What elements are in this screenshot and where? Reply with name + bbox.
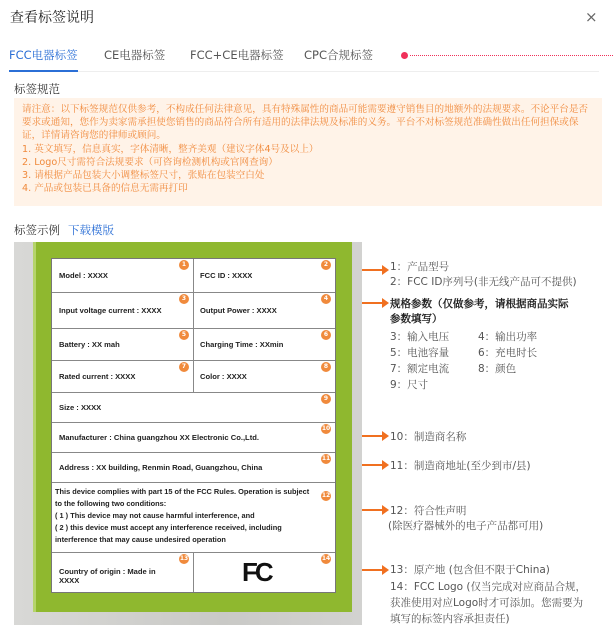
spec-heading: 标签规范 [14, 82, 60, 96]
notice-text: 请注意：以下标签规范仅供参考，不构成任何法律意见，具有特殊属性的商品可能需要遵守销售目的地额外的法规要求。不论平台是否要求或通知，您作为卖家需承担使您销售的商品符合所有适用的法律法规及标准的义务。平台不对标签规范准确性做出任何担保或保证，详情请咨询您的律师或顾问。 [22, 104, 589, 142]
divider [193, 259, 194, 393]
cell-battery: Battery : XX mah [52, 329, 193, 361]
legend-5: 5：电池容量 [390, 347, 450, 359]
example-title: 标签示例 [14, 223, 60, 237]
marker-4: 4 [321, 294, 331, 304]
marker-3: 3 [179, 294, 189, 304]
statement-line: This device complies with part 15 of the FCC Rules. Operation is subject to the following two conditions: [55, 487, 310, 508]
legend-12: 12：符合性声明 [390, 505, 467, 517]
legend-8: 8：颜色 [478, 363, 517, 375]
cell-origin: Country of origin : Made in XXXX [59, 567, 156, 585]
marker-8: 8 [321, 362, 331, 372]
marker-1: 1 [179, 260, 189, 270]
arrow-icon [362, 464, 385, 466]
tab-fcc-ce[interactable]: FCC+CE电器标签 [190, 48, 284, 62]
marker-6: 6 [321, 330, 331, 340]
legend-2: 2：FCC ID序列号(非无线产品可不提供) [390, 276, 577, 288]
cell-output: Output Power : XXXX [193, 293, 335, 329]
cell-address: Address : XX building, Renmin Road, Guangzhou, China [52, 453, 335, 483]
marker-9: 9 [321, 394, 331, 404]
notice-box [14, 98, 602, 206]
notice-item: 1. 英文填写，信息真实，字体清晰，整齐美观（建议字体4号及以上） [22, 143, 319, 155]
legend-12b: (除医疗器械外的电子产品都可用) [388, 520, 544, 532]
marker-14: 14 [321, 555, 331, 562]
notice-item: 2. Logo尺寸需符合法规要求（可咨询检测机构或官网查询） [22, 156, 278, 168]
cell-manufacturer: Manufacturer : China guangzhou XX Electronic Co.,Ltd. [52, 423, 335, 453]
marker-2: 2 [321, 260, 331, 270]
arrow-icon [362, 509, 385, 511]
statement-line: ( 1 ) This device may not cause harmful interference, and [55, 511, 255, 520]
cell-charging: Charging Time : XXmin [193, 329, 335, 361]
legend-4: 4：输出功率 [478, 331, 538, 343]
legend-9: 9：尺寸 [390, 379, 429, 391]
marker-5: 5 [179, 330, 189, 340]
dialog-title: 查看标签说明 [10, 10, 94, 26]
divider [193, 553, 194, 592]
cell-model: Model : XXXX [52, 259, 193, 293]
legend-10: 10：制造商名称 [390, 431, 467, 443]
tab-fcc[interactable]: FCC电器标签 [9, 47, 78, 72]
legend-13: 13：原产地 (包含但不限于China) [390, 564, 550, 576]
legend-3: 3：输入电压 [390, 331, 450, 343]
legend-6: 6：充电时长 [478, 347, 538, 359]
marker-10: 10 [321, 425, 331, 432]
cell-statement [52, 483, 335, 553]
legend-1: 1：产品型号 [390, 261, 450, 273]
example-heading [14, 222, 114, 238]
arrow-icon [362, 569, 385, 571]
tab-bar [9, 44, 599, 72]
statement-line: ( 2 ) this device must accept any interference received, including interference that may cause undesired operation [55, 523, 282, 544]
marker-12: 12 [321, 492, 331, 499]
indicator-dot [401, 52, 408, 59]
legend-spec-title-2: 参数填写） [390, 313, 443, 325]
marker-7: 7 [179, 362, 189, 372]
arrow-icon [362, 435, 385, 437]
cell-input: Input voltage current : XXXX [52, 293, 193, 329]
cell-fcc-id: FCC ID : XXXX [193, 259, 335, 293]
tab-cpc[interactable]: CPC合规标签 [304, 48, 373, 62]
legend-14-line3: 填写的标签内容承担责任) [390, 613, 510, 625]
marker-13: 13 [179, 555, 189, 562]
cell-size: Size : XXXX [52, 393, 335, 423]
legend-14: 14：FCC Logo (仅当完成对应商品合规， [390, 581, 587, 593]
cell-rated: Rated current : XXXX [52, 361, 193, 393]
close-icon[interactable]: × [585, 8, 598, 26]
cell-color: Color : XXXX [193, 361, 335, 393]
tab-ce[interactable]: CE电器标签 [104, 48, 166, 62]
marker-11: 11 [321, 455, 331, 462]
download-template-link[interactable]: 下载模版 [68, 223, 114, 237]
notice-item: 3. 请根据产品包装大小调整标签尺寸，张贴在包装空白处 [22, 170, 265, 182]
legend-spec-title: 规格参数（仅做参考，请根据商品实际 [390, 298, 569, 310]
notice-item: 4. 产品或包装已具备的信息无需再打印 [22, 183, 188, 195]
legend-14-line2: 获准使用对应Logo时才可添加。您需要为 [390, 597, 584, 609]
legend-7: 7：额定电流 [390, 363, 450, 375]
arrow-icon [362, 302, 385, 304]
arrow-icon [362, 269, 385, 271]
label-sample [51, 258, 336, 593]
dotted-line [410, 55, 613, 56]
fcc-logo: FC [242, 557, 271, 587]
legend-11: 11：制造商地址(至少到市/县) [390, 460, 531, 472]
